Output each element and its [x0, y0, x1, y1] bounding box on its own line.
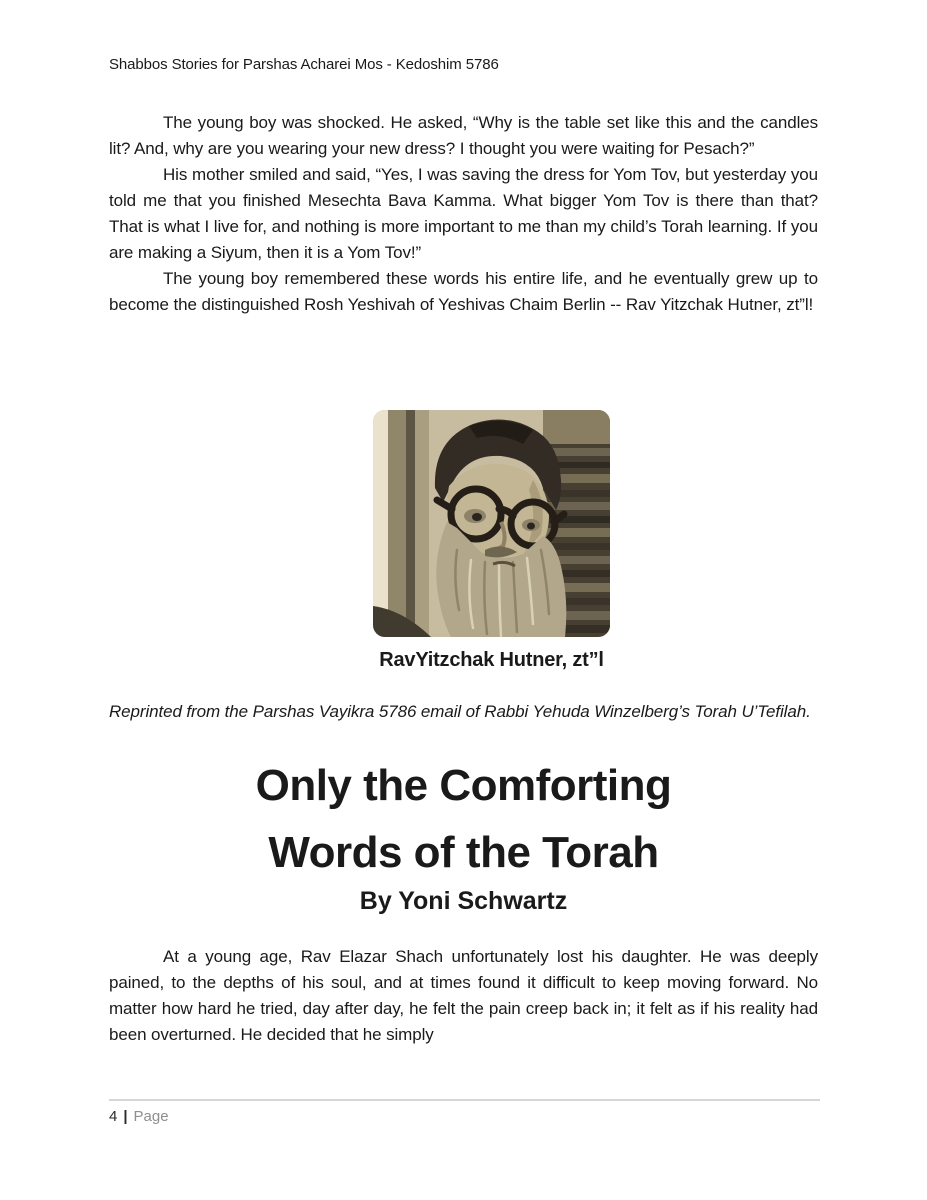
- page-footer: [109, 1106, 169, 1128]
- article-title-line1: Only the Comforting: [255, 761, 672, 810]
- story-paragraph-1: The young boy was shocked. He asked, “Why is the table set like this and the candles lit? And, why are you wearing your new dress? I thought you were waiting for Pesach?”: [109, 113, 818, 158]
- article-byline: By Yoni Schwartz: [359, 887, 568, 915]
- portrait-illustration: [373, 410, 610, 637]
- portrait-caption: RavYitzchak Hutner, zt”l: [379, 649, 604, 671]
- footer-page-label: Page: [133, 1108, 169, 1125]
- document-header: Shabbos Stories for Parshas Acharei Mos - Kedoshim 5786: [109, 56, 499, 73]
- story-paragraphs: [109, 110, 818, 318]
- page-number: 4: [109, 1108, 118, 1125]
- reprint-attribution: Reprinted from the Parshas Vayikra 5786 email of Rabbi Yehuda Winzelberg’s Torah U’Tefilah.: [109, 702, 811, 721]
- portrait-photo: [373, 410, 610, 637]
- portrait-figure: [373, 410, 610, 672]
- story-paragraph-2: His mother smiled and said, “Yes, I was saving the dress for Yom Tov, but yesterday you told me that you finished Mesechta Bava Kamma. What bigger Yom Tov is there than that? That is what I live for, and nothing is more important to me than my child’s Torah learning. If you are making a Siyum, then it is a Yom Tov!”: [109, 165, 818, 262]
- article-title: [0, 752, 927, 886]
- article-body: [109, 944, 818, 1048]
- footer-separator: |: [123, 1108, 128, 1125]
- article-paragraph-1: At a young age, Rav Elazar Shach unfortunately lost his daughter. He was deeply pained, to the depths of his soul, and at times found it difficult to keep moving forward. No matter how hard he tried, day after day, he felt the pain creep back in; it felt as if his reality had been overturned. He decided that he simply: [109, 947, 818, 1044]
- footer-divider: [109, 1099, 820, 1101]
- story-paragraph-3: The young boy remembered these words his entire life, and he eventually grew up to become the distinguished Rosh Yeshivah of Yeshivas Chaim Berlin -- Rav Yitzchak Hutner, zt”l!: [109, 269, 818, 314]
- article-title-line2: Words of the Torah: [268, 828, 659, 877]
